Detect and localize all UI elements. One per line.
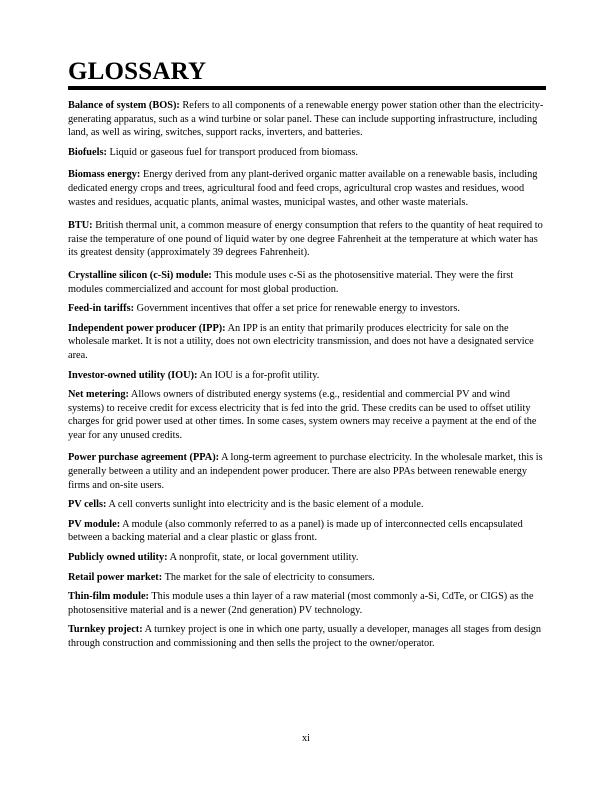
glossary-entry	[68, 623, 546, 650]
glossary-entry	[68, 269, 546, 296]
glossary-entry	[68, 451, 546, 492]
glossary-definition: This module uses c-Si as the photosensitive material. They were the first modules commercialized and account for most global production.	[68, 269, 514, 295]
glossary-term: Biomass energy:	[68, 169, 141, 181]
glossary-definition: A cell converts sunlight into electricity and is the basic element of a module.	[108, 499, 424, 511]
glossary-definition: A long-term agreement to purchase electricity. In the wholesale market, this is generally between a utility and an independent power producer. There are also PPAs between renewable energy firms and on-site users.	[68, 452, 543, 491]
glossary-entry	[68, 219, 546, 260]
glossary-entry	[68, 168, 546, 209]
glossary-entry	[68, 498, 546, 512]
glossary-definition: A module (also commonly referred to as a panel) is made up of interconnected cells encapsulated between a backing material and a clear plastic or glass front.	[68, 518, 523, 544]
glossary-term: Power purchase agreement (PPA):	[68, 452, 220, 464]
glossary-definition: Allows owners of distributed energy systems (e.g., residential and commercial PV and wind systems) to receive credit for excess electricity that is fed into the grid. These credits can be used to offset utility charges for grid power used at other times. In some cases, system owners may receive a payment at the end of the year for any unused credits.	[68, 389, 537, 441]
glossary-entry	[68, 551, 546, 565]
glossary-definition: This module uses a thin layer of a raw material (most commonly a-Si, CdTe, or CIGS) as the photosensitive material and is a newer (2nd generation) PV technology.	[68, 591, 534, 616]
glossary-term: Independent power producer (IPP):	[68, 322, 226, 334]
glossary-page	[68, 58, 546, 651]
glossary-entry	[68, 369, 546, 383]
title-rule	[68, 86, 546, 90]
glossary-term: Crystalline silicon (c-Si) module:	[68, 269, 212, 281]
glossary-entry	[68, 590, 546, 617]
glossary-list	[68, 99, 546, 651]
glossary-definition: British thermal unit, a common measure of energy consumption that refers to the quantity of heat required to raise the temperature of one pound of liquid water by one degree Fahrenheit at the temperature at which water has its greatest density (approximately 39 degrees Fahrenheit).	[68, 220, 543, 259]
glossary-definition: Liquid or gaseous fuel for transport produced from biomass.	[109, 146, 358, 158]
page-number: xi	[301, 733, 310, 744]
glossary-term: Retail power market:	[68, 571, 163, 583]
glossary-term: PV cells:	[68, 499, 107, 511]
glossary-entry	[68, 99, 546, 140]
glossary-term: PV module:	[68, 518, 121, 530]
glossary-term: Balance of system (BOS):	[68, 100, 180, 111]
glossary-definition: The market for the sale of electricity to consumers.	[164, 571, 375, 583]
glossary-term: Biofuels:	[68, 146, 107, 158]
glossary-term: Publicly owned utility:	[68, 552, 168, 564]
glossary-entry	[68, 146, 546, 160]
glossary-definition: Energy derived from any plant-derived organic matter available on a renewable basis, including dedicated energy crops and trees, agricultural food and feed crops, agricultural crop wastes and residues, wood wastes and residues, acquatic plants, animal wastes, municipal wastes, and other waste materials.	[68, 169, 538, 208]
glossary-term: Turnkey project:	[68, 624, 143, 636]
glossary-entry	[68, 302, 546, 316]
glossary-term: Investor-owned utility (IOU):	[68, 369, 198, 381]
glossary-definition: An IPP is an entity that primarily produces electricity for sale on the wholesale market. It is not a utility, does not own electricity transmission, and does not have a designated service area.	[68, 322, 534, 361]
glossary-definition: An IOU is a for-profit utility.	[199, 369, 320, 381]
glossary-definition: A nonprofit, state, or local government utility.	[169, 552, 359, 564]
glossary-term: Net metering:	[68, 389, 129, 401]
page-title: GLOSSARY	[68, 58, 207, 85]
glossary-term: Feed-in tariffs:	[68, 303, 135, 315]
glossary-entry	[68, 518, 546, 545]
glossary-definition: Government incentives that offer a set price for renewable energy to investors.	[136, 303, 460, 315]
glossary-entry	[68, 388, 546, 442]
glossary-definition: Refers to all components of a renewable energy power station other than the electricity-generating apparatus, such as a wind turbine or solar panel. These can include supporting infrastructure, including land, as well as wiring, switches, support racks, inverters, and batteries.	[68, 100, 544, 139]
glossary-entry	[68, 322, 546, 363]
glossary-entry	[68, 571, 546, 585]
glossary-term: Thin-film module:	[68, 591, 149, 603]
glossary-term: BTU:	[68, 220, 93, 232]
glossary-definition: A turnkey project is one in which one party, usually a developer, manages all stages from design through construction and commissioning and then sells the project to the owner/operator.	[68, 624, 542, 649]
